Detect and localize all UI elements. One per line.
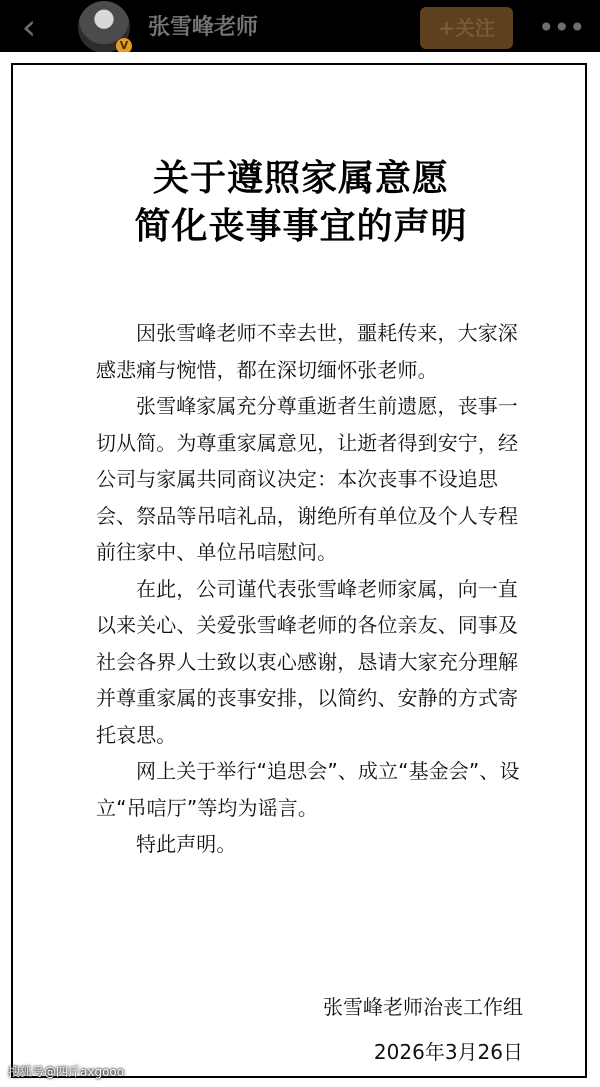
notice-paragraph: 网上关于举行“追思会”、成立“基金会”、设立“吊唁厅”等均为谣言。 <box>96 759 520 820</box>
notice-title-line-1: 关于遵照家属意愿 <box>152 158 449 199</box>
top-bar <box>0 0 600 56</box>
notice-sheet <box>11 63 587 1078</box>
notice-paragraph: 特此声明。 <box>136 832 237 856</box>
notice-paragraph: 在此，公司谨代表张雪峰老师家属，向一直以来关心、关爱张雪峰老师的各位亲友、同事及社会各界人士致以衷心感谢，恳请大家充分理解并尊重家属的丧事安排，以简约、安静的方式寄托哀思。 <box>96 576 519 747</box>
signature-org: 张雪峰老师治丧工作组 <box>323 995 523 1019</box>
back-chevron-icon[interactable]: ‹ <box>21 7 37 48</box>
watermark-text: 搜狐号@四斤axgooo <box>8 1065 125 1079</box>
account-name[interactable]: 张雪峰老师 <box>148 15 259 40</box>
signature-date: 2026年3月26日 <box>373 1040 523 1064</box>
notice-body <box>96 315 536 863</box>
follow-button[interactable]: +关注 <box>420 7 513 49</box>
verified-icon: V <box>116 38 132 54</box>
notice-paragraph: 因张雪峰老师不幸去世，噩耗传来，大家深感悲痛与惋惜，都在深切缅怀张老师。 <box>96 321 518 382</box>
notice-paragraph: 张雪峰家属充分尊重逝者生前遗愿，丧事一切从简。为尊重家属意见，让逝者得到安宁，经公司与家属共同商议决定：本次丧事不设追思会、祭品等吊唁礼品，谢绝所有单位及个人专程前往家中、单位吊唁慰问。 <box>96 394 519 564</box>
more-horizontal-icon[interactable]: ••• <box>538 11 585 44</box>
image-content <box>0 52 600 1087</box>
notice-title-line-2: 简化丧事事宜的声明 <box>134 206 468 247</box>
